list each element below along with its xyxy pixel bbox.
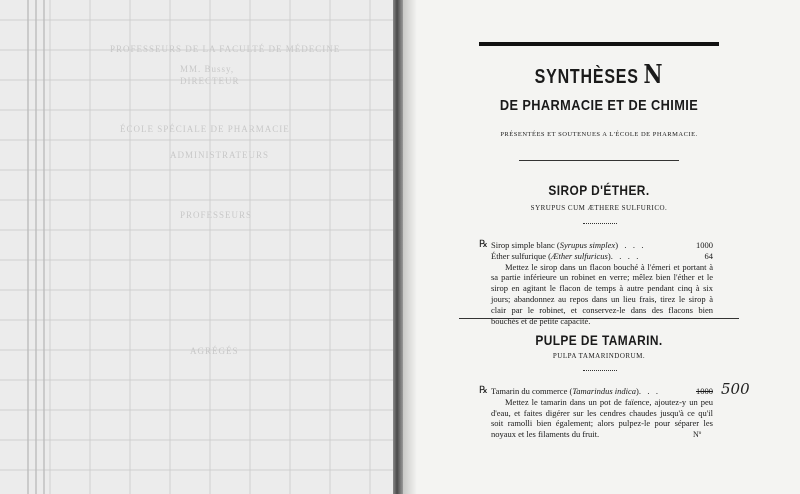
- method-text: Mettez le sirop dans un flacon bouché à l'émeri et portant à sa partie inférieure un robinet en verre; mêlez bien l'éther et le sirop en agitant le flacon de temps à autre pendant cinq à six jours; abandonnez au repos dans un lieu frais, tirez le sirop à clair par le robinet, et conservez-le dans des flacons bien bouchés et de petite capacité.: [491, 261, 713, 326]
- catchword: Nº: [693, 430, 702, 439]
- method-text: Mettez le tamarin dans un pot de faïence, ajoutez-y un peu d'eau, et faites digérer sur les cendres chaudes jusqu'à ce qu'il soit ramolli bien également; alors pulpez-le pour séparer les noyaux et les filaments du fruit.: [491, 396, 713, 440]
- page-subtitle: DE PHARMACIE ET DE CHIMIE: [499, 97, 699, 114]
- ghost-text: MM. Bussy,: [180, 64, 235, 74]
- section-latin-pulpe: PULPA TAMARINDORUM.: [552, 352, 646, 360]
- ingredient-amount: 64: [704, 250, 713, 261]
- handwritten-number: N: [643, 60, 664, 90]
- ghost-text: ADMINISTRATEURS: [170, 150, 270, 160]
- book-gutter: [393, 0, 403, 494]
- ingredient-amount-struck: 1000: [696, 386, 713, 396]
- section-separator: [519, 160, 679, 161]
- ghost-text: PROFESSEURS: [180, 210, 253, 220]
- page-title: [503, 60, 695, 90]
- ghost-text: ÉCOLE SPÉCIALE DE PHARMACIE: [120, 124, 290, 134]
- ingredient-line: ℞ Tamarin du commerce (Tamarindus indica). . . 1000: [479, 385, 713, 396]
- ingredient-amount: 1000: [696, 240, 713, 250]
- ghost-text: DIRECTEUR: [180, 76, 240, 86]
- top-rule: [479, 42, 719, 46]
- page-edge-shadow: [403, 0, 417, 494]
- rx-symbol: ℞: [479, 385, 488, 396]
- rx-symbol: ℞: [479, 239, 488, 250]
- right-page: [403, 0, 800, 494]
- ornament: [583, 223, 617, 226]
- left-page: [0, 0, 393, 494]
- ornament: [583, 370, 617, 373]
- graph-ruling: [0, 0, 393, 494]
- handwritten-amount: 500: [721, 380, 750, 398]
- ghost-text: PROFESSEURS DE LA FACULTÉ DE MÉDECINE: [110, 44, 341, 54]
- presented-line: PRÉSENTÉES ET SOUTENUES A L'ÉCOLE DE PHARMACIE.: [500, 131, 698, 138]
- section2-body: [479, 385, 713, 440]
- section1-body: [479, 239, 713, 326]
- section-separator: [459, 318, 739, 319]
- ingredient-line: Éther sulfurique (Æther sulfuricus). . . . 64: [491, 250, 713, 261]
- section-latin-sirop: SYRUPUS CUM ÆTHERE SULFURICO.: [530, 204, 668, 212]
- title-text: SYNTHÈSES: [534, 66, 639, 88]
- ingredient-line: ℞ Sirop simple blanc (Syrupus simplex) . . . 1000: [479, 239, 713, 250]
- section-title-sirop: SIROP D'ÉTHER.: [548, 182, 650, 198]
- section-title-pulpe: PULPE DE TAMARIN.: [535, 332, 663, 348]
- ghost-text: AGRÉGÉS: [190, 346, 239, 356]
